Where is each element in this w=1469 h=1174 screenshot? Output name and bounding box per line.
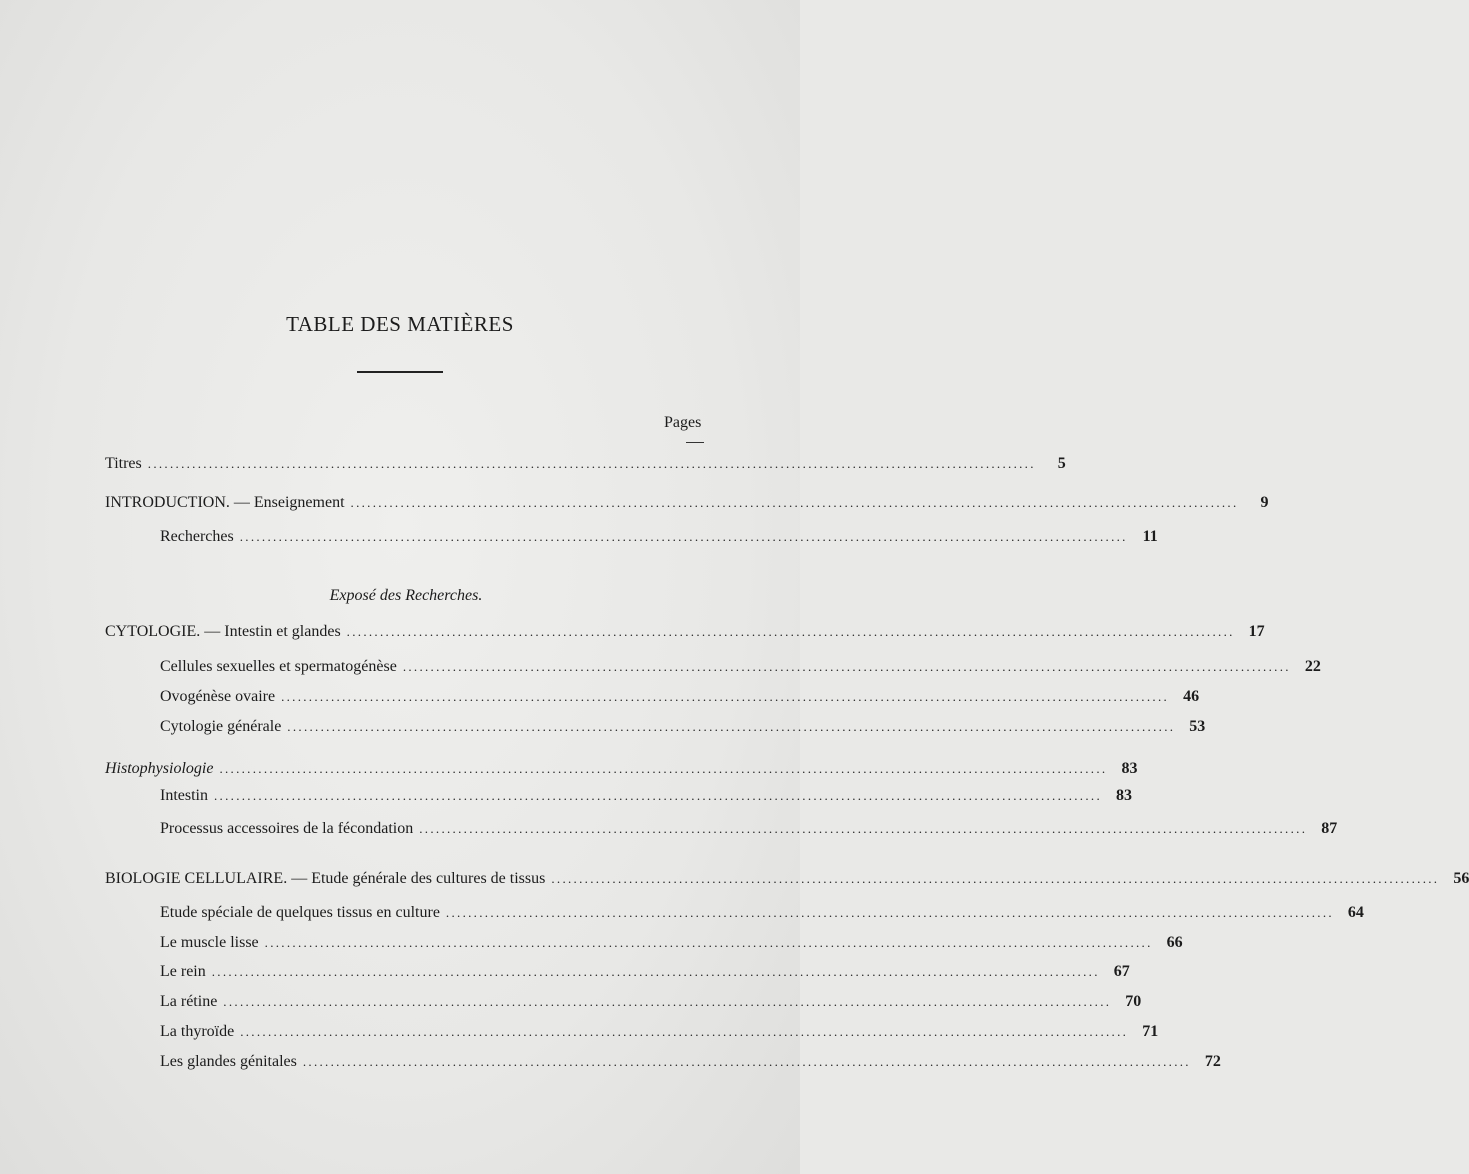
dot-leader: ................................................................................................................................................................ [223, 994, 1112, 1009]
toc-entry-page: 83 [1121, 760, 1138, 777]
toc-entry-label: Recherches [160, 528, 234, 545]
toc-entry-label: Le muscle lisse [160, 934, 259, 951]
toc-entry [160, 528, 1158, 550]
toc-entry [160, 820, 1338, 842]
dot-leader: ................................................................................................................................................................ [264, 935, 1153, 950]
dot-leader: ................................................................................................................................................................ [551, 871, 1440, 886]
toc-entry [105, 494, 1269, 516]
dot-leader: ................................................................................................................................................................ [350, 495, 1239, 510]
toc-entry-page: 67 [1113, 963, 1130, 980]
page-title: TABLE DES MATIÈRES [286, 312, 514, 336]
dot-leader: ................................................................................................................................................................ [240, 1024, 1129, 1039]
toc-entry-page: 17 [1248, 623, 1265, 640]
dot-leader: ................................................................................................................................................................ [281, 689, 1170, 704]
toc-entry [160, 688, 1200, 710]
toc-entry-page: 64 [1347, 904, 1364, 921]
toc-entry [160, 1053, 1221, 1075]
toc-entry-label: Intestin [160, 787, 208, 804]
toc-entry-label: BIOLOGIE CELLULAIRE. — Etude générale des cultures de tissus [105, 870, 546, 887]
toc-entry [160, 993, 1142, 1015]
toc-entry-label: Ovogénèse ovaire [160, 688, 276, 705]
toc-entry [160, 934, 1183, 956]
toc-entry-page: 5 [1057, 455, 1066, 472]
toc-entry-page: 66 [1166, 934, 1183, 951]
toc-entry-label: Processus accessoires de la fécondation [160, 820, 414, 837]
toc-entry [160, 963, 1130, 985]
dot-leader: ................................................................................................................................................................ [239, 529, 1128, 544]
toc-entry [105, 455, 1066, 477]
toc-entry-page: 70 [1125, 993, 1142, 1010]
dot-leader: ................................................................................................................................................................ [214, 788, 1102, 803]
dot-leader: ................................................................................................................................................................ [287, 719, 1176, 734]
toc-entry [105, 623, 1265, 645]
toc-entry-page: 72 [1204, 1053, 1221, 1070]
toc-entry-label: Titres [105, 455, 142, 472]
toc-entry-label: Cellules sexuelles et spermatogénèse [160, 658, 397, 675]
toc-entry-page: 22 [1304, 658, 1321, 675]
toc-entry [160, 787, 1132, 809]
toc-entry-page: 56 [1453, 870, 1469, 887]
toc-entry-label: Les glandes génitales [160, 1053, 297, 1070]
toc-entry-page: 83 [1116, 787, 1132, 804]
pages-column-label: Pages [664, 414, 702, 431]
toc-entry-label: Cytologie générale [160, 718, 282, 735]
toc-entry-label: La thyroïde [160, 1023, 235, 1040]
toc-entry [160, 904, 1364, 926]
toc-entry-page: 11 [1142, 528, 1158, 545]
toc-entry [105, 760, 1138, 782]
toc-entry-label: Le rein [160, 963, 206, 980]
toc-entry [160, 658, 1321, 680]
toc-entry-page: 9 [1260, 494, 1269, 511]
dot-leader: ................................................................................................................................................................ [402, 659, 1291, 674]
toc-entry [105, 870, 1469, 892]
toc-entry-label: Etude spéciale de quelques tissus en culture [160, 904, 440, 921]
section-heading: Exposé des Recherches. [329, 587, 483, 604]
dot-leader: ................................................................................................................................................................ [302, 1054, 1191, 1069]
toc-entry-label: CYTOLOGIE. — Intestin et glandes [105, 623, 341, 640]
toc-entry-label: La rétine [160, 993, 218, 1010]
toc-entry-page: 87 [1321, 820, 1338, 837]
toc-entry-label: INTRODUCTION. — Enseignement [105, 494, 345, 511]
dot-leader: ................................................................................................................................................................ [147, 456, 1036, 471]
dot-leader: ................................................................................................................................................................ [445, 905, 1334, 920]
toc-entry [160, 1023, 1159, 1045]
dot-leader: ................................................................................................................................................................ [419, 821, 1308, 836]
toc-entry-page: 71 [1142, 1023, 1159, 1040]
dot-leader: ................................................................................................................................................................ [211, 964, 1100, 979]
toc-entry [160, 718, 1206, 740]
toc-entry-label: Histophysiologie [105, 760, 214, 777]
dot-leader: ................................................................................................................................................................ [346, 624, 1235, 639]
toc-entry-page: 53 [1189, 718, 1206, 735]
toc-entry-page: 46 [1183, 688, 1200, 705]
dot-leader: ................................................................................................................................................................ [219, 761, 1108, 776]
